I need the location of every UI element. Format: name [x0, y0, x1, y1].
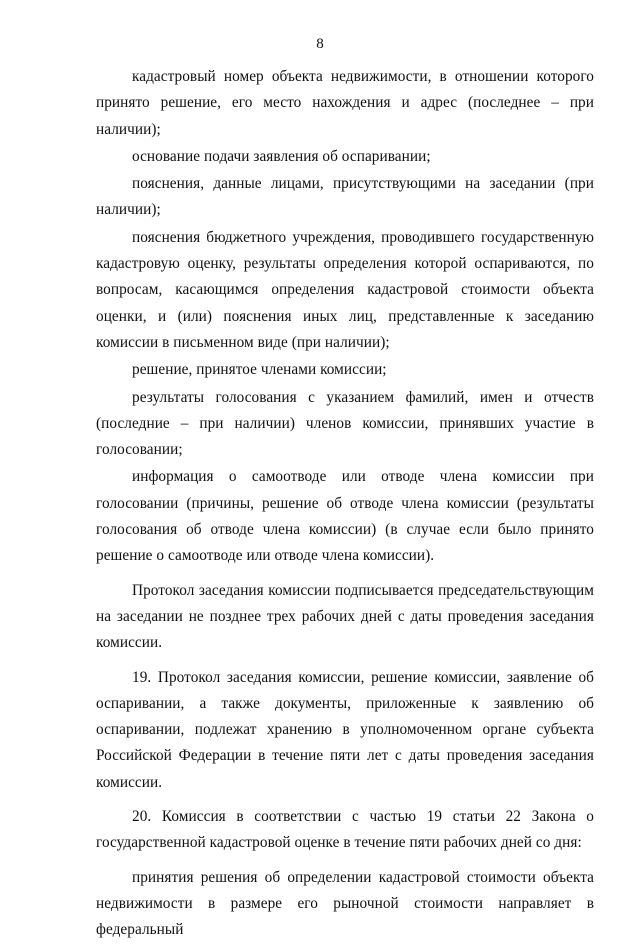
- paragraph-item-19: 19. Протокол заседания комиссии, решение комиссии, заявление об оспаривании, а также документы, приложенные к заявлению об оспаривании, подлежат хранению в уполномоченном органе субъекта Российской Федерации в течение пяти лет с даты проведения заседания комиссии.: [96, 668, 594, 791]
- paragraph-voting-results: результаты голосования с указанием фамилий, имен и отчеств (последние – при наличии) членов комиссии, принявших участие в голосовании;: [96, 388, 594, 459]
- paragraph-budget-institution: пояснения бюджетного учреждения, проводившего государственную кадастровую оценку, результаты определения которой оспариваются, по вопросам, касающимся определения кадастровой стоимости объекта оценки, и (или) пояснения иных лиц, представленные к заседанию комиссии в письменном виде (при наличии);: [96, 228, 594, 351]
- paragraph-decision-adoption: принятия решения об определении кадастровой стоимости объекта недвижимости в размере его рыночной стоимости направляет в федеральный: [96, 868, 594, 939]
- page-number: 8: [316, 36, 324, 52]
- paragraph-protocol-signing: Протокол заседания комиссии подписывается председательствующим на заседании не позднее трех рабочих дней с даты проведения заседания комиссии.: [96, 581, 594, 652]
- paragraph-item-20: 20. Комиссия в соответствии с частью 19 статьи 22 Закона о государственной кадастровой оценке в течение пяти рабочих дней со дня:: [96, 808, 594, 852]
- paragraph-recusal: информация о самоотводе или отводе члена комиссии при голосовании (причины, решение об отводе члена комиссии (результаты голосования об отводе члена комиссии) (в случае если было принято решение о самоотводе или отводе члена комиссии).: [96, 468, 594, 565]
- paragraph-cadastral-number: кадастровый номер объекта недвижимости, в отношении которого принято решение, его место нахождения и адрес (последнее – при наличии);: [96, 68, 594, 138]
- document-body: [96, 64, 594, 944]
- paragraph-explanations: пояснения, данные лицами, присутствующими на заседании (при наличии);: [96, 175, 594, 219]
- paragraph-grounds: основание подачи заявления об оспаривании;: [132, 147, 431, 165]
- paragraph-decision: решение, принятое членами комиссии;: [132, 361, 387, 379]
